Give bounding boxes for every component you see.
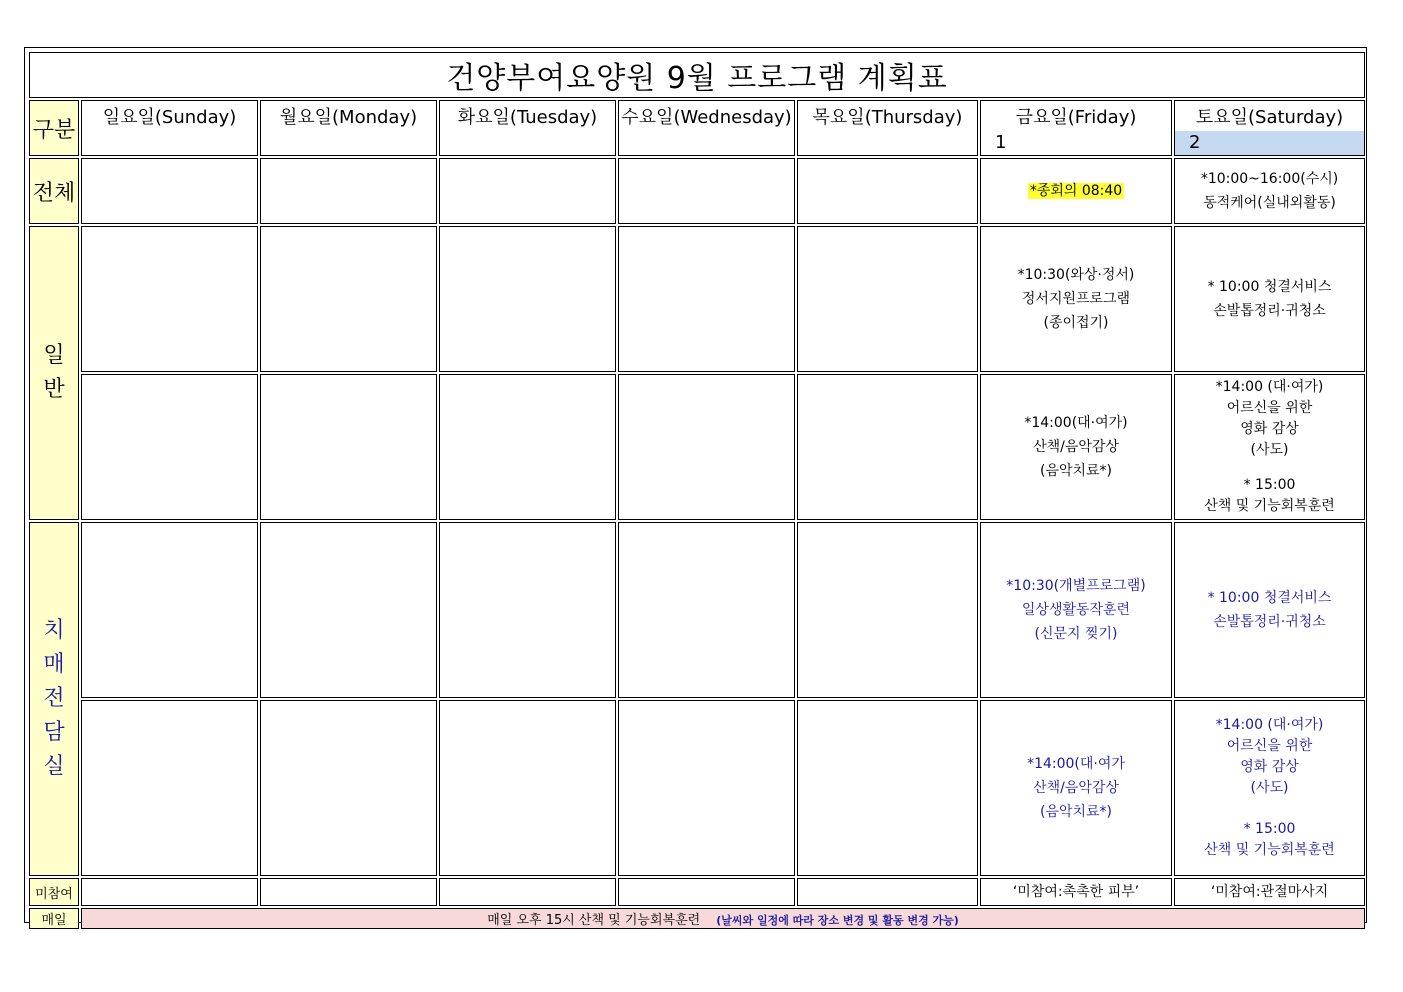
day-date: 1 — [995, 132, 1007, 153]
day-header-saturday — [1174, 100, 1365, 156]
cell — [439, 878, 616, 906]
cell — [439, 374, 616, 520]
schedule-table — [27, 50, 1367, 931]
day-name: 수요일(Wednesday) — [621, 107, 792, 128]
day-header-thursday — [797, 100, 978, 156]
cell-line: 동적케어(실내외활동) — [1203, 195, 1336, 211]
day-name: 토요일(Saturday) — [1195, 107, 1344, 128]
cell-line: * 10:00 청결서비스 — [1207, 590, 1332, 606]
cell — [260, 226, 437, 372]
cell — [797, 226, 978, 372]
cell — [81, 374, 258, 520]
cell-line: 손발톱정리·귀청소 — [1213, 303, 1326, 319]
cell — [81, 878, 258, 906]
row-label-daily: 매일 — [29, 908, 79, 929]
cell-line: *14:00 (대·여가) — [1215, 379, 1324, 395]
schedule-frame — [24, 47, 1367, 928]
cell-line: (사도) — [1250, 780, 1289, 796]
daily-text: 매일 오후 15시 산책 및 기능회복훈련 — [487, 913, 701, 928]
cell-line: *10:00~16:00(수시) — [1200, 171, 1339, 187]
cell-line: *14:00(대·여가) — [1024, 415, 1128, 431]
cell-dementia-pm-saturday — [1174, 700, 1365, 876]
cell-line: 산책 및 기능회복훈련 — [1204, 498, 1335, 514]
cell-general-pm-saturday — [1174, 374, 1365, 520]
cell — [618, 226, 795, 372]
day-date: 2 — [1175, 131, 1364, 155]
cell — [260, 522, 437, 698]
cell-line: 산책/음악감상 — [1033, 439, 1119, 455]
label-char: 실 — [43, 754, 65, 779]
cell — [81, 226, 258, 372]
row-label-dementia — [29, 522, 79, 876]
cell — [618, 522, 795, 698]
cell — [439, 700, 616, 876]
cell — [797, 522, 978, 698]
cell — [439, 522, 616, 698]
day-name: 월요일(Monday) — [279, 107, 418, 128]
cell-line: *10:30(개별프로그램) — [1006, 578, 1146, 594]
cell-line: 어르신을 위한 — [1226, 738, 1313, 754]
meeting-text: *종회의 08:40 — [1029, 183, 1123, 199]
cell-line: * 15:00 — [1243, 821, 1296, 837]
cell — [618, 878, 795, 906]
cell — [81, 700, 258, 876]
row-label-beauty: 미참여 — [29, 878, 79, 906]
cell-line: (종이접기) — [1043, 315, 1109, 331]
cell-line: * 15:00 — [1243, 477, 1296, 493]
cell — [797, 374, 978, 520]
cell-general-am-friday — [980, 226, 1172, 372]
cell-line: 어르신을 위한 — [1226, 400, 1313, 416]
cell — [618, 700, 795, 876]
cell-line: 일상생활동작훈련 — [1021, 602, 1131, 618]
cell — [260, 374, 437, 520]
cell — [797, 878, 978, 906]
cell — [797, 700, 978, 876]
cell-beauty-friday: ‘미참여:촉촉한 피부’ — [980, 878, 1172, 906]
day-name: 금요일(Friday) — [1015, 107, 1137, 128]
label-char: 치 — [43, 618, 65, 643]
cell — [439, 158, 616, 224]
cell-line: 영화 감상 — [1240, 421, 1299, 437]
cell-line: 산책/음악감상 — [1033, 780, 1119, 796]
day-header-monday — [260, 100, 437, 156]
day-header-tuesday — [439, 100, 616, 156]
cell-line: *14:00 (대·여가) — [1215, 717, 1324, 733]
cell — [618, 374, 795, 520]
label-char: 반 — [43, 377, 65, 402]
label-char: 담 — [43, 720, 65, 745]
label-char: 전 — [43, 686, 65, 711]
day-name: 목요일(Thursday) — [812, 107, 963, 128]
cell — [81, 158, 258, 224]
day-name: 일요일(Sunday) — [102, 107, 237, 128]
daily-note — [81, 908, 1365, 929]
cell — [260, 158, 437, 224]
cell — [439, 226, 616, 372]
cell-line: *14:00(대·여가 — [1027, 756, 1125, 772]
cell — [81, 522, 258, 698]
page-title: 건양부여요양원 9월 프로그램 계획표 — [29, 52, 1365, 98]
cell-line: 손발톱정리·귀청소 — [1213, 614, 1326, 630]
cell-general-am-saturday — [1174, 226, 1365, 372]
day-header-wednesday — [618, 100, 795, 156]
day-header-friday — [980, 100, 1172, 156]
cell-all-saturday — [1174, 158, 1365, 224]
category-label: 구분 — [29, 100, 79, 156]
cell-all-friday — [980, 158, 1172, 224]
cell-dementia-am-friday — [980, 522, 1172, 698]
cell-line: (신문지 찢기) — [1034, 626, 1118, 642]
day-name: 화요일(Tuesday) — [457, 107, 598, 128]
day-header-sunday — [81, 100, 258, 156]
daily-caveat: (날씨와 일정에 따라 장소 변경 및 활동 변경 가능) — [716, 914, 959, 927]
label-char: 일 — [43, 343, 65, 368]
cell-line: (사도) — [1250, 442, 1289, 458]
cell — [618, 158, 795, 224]
label-char: 매 — [43, 652, 65, 677]
row-label-all: 전체 — [29, 158, 79, 224]
cell-line: (음악치료*) — [1039, 463, 1113, 479]
cell-beauty-saturday: ‘미참여:관절마사지 — [1174, 878, 1365, 906]
cell-line: 정서지원프로그램 — [1021, 291, 1131, 307]
cell-line: 영화 감상 — [1240, 759, 1299, 775]
cell-general-pm-friday — [980, 374, 1172, 520]
cell-line: (음악치료*) — [1039, 804, 1113, 820]
cell-line: *10:30(와상·정서) — [1017, 267, 1135, 283]
cell — [797, 158, 978, 224]
cell-dementia-am-saturday — [1174, 522, 1365, 698]
row-label-general — [29, 226, 79, 520]
cell — [260, 700, 437, 876]
cell-line: 산책 및 기능회복훈련 — [1204, 842, 1335, 858]
cell — [260, 878, 437, 906]
cell-line: * 10:00 청결서비스 — [1207, 279, 1332, 295]
cell-dementia-pm-friday — [980, 700, 1172, 876]
